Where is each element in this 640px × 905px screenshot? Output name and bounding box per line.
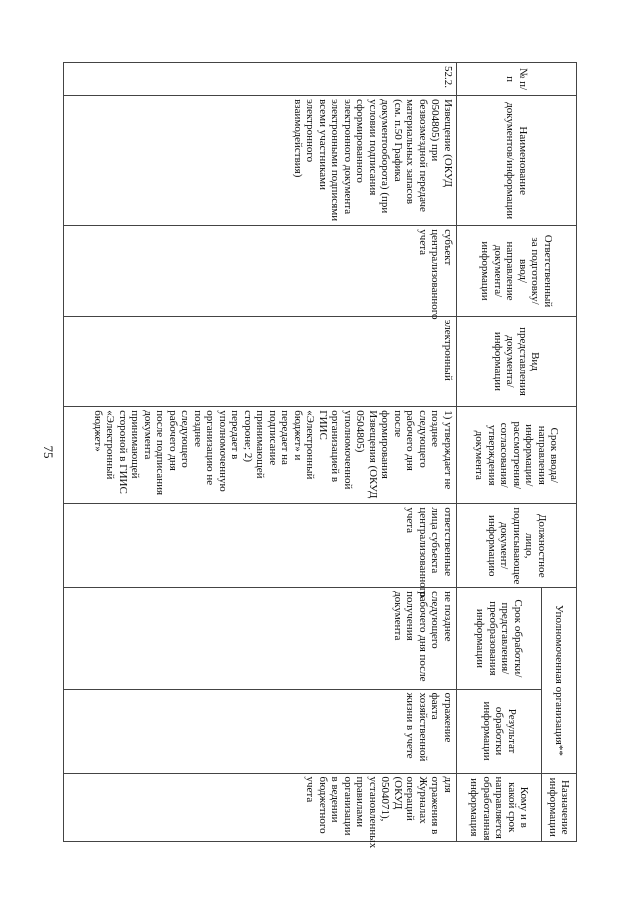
cell-name: Извещение (ОКУД 0504805) при безвозмездной передаче материальных запасов (см. п.50 Графика документооборота) (при условии подписания сформированного электронного документа электронными подписями всеми участниками электронного взаимодействия)	[64, 96, 457, 226]
page-number: 75	[41, 445, 56, 459]
header-org-result: Результат обработки информации	[457, 689, 542, 773]
header-official: Должностное лицо, подписывающее документ/ информацию	[457, 504, 577, 588]
cell-purpose: для отражения в Журналах операций (ОКУД 0504071), установленных правилами организации в ведении бюджетного учета	[64, 773, 457, 841]
cell-org-deadline: не позднее следующего рабочего дня после получения документа	[64, 588, 457, 690]
header-name: Наименование документов/информации	[457, 96, 577, 226]
cell-num: 52.2.	[64, 63, 457, 96]
header-form: Вид представления документа/ информации	[457, 316, 577, 406]
rotated-table-wrapper	[63, 62, 577, 849]
header-org-group: Уполномоченная организация**	[542, 588, 577, 773]
cell-deadline: 1) утверждает не позднее следующего рабочего дня после формирования Извещения (ОКУД 0504805) уполномоченной организацией в ГИИС «Электронный бюджет» и передает на подписание принимающей стороне; 2) передает в уполномоченную организацию не позднее следующего рабочего дня после подписания документа принимающей стороной в ГИИС «Электронный бюджет»	[64, 407, 457, 504]
header-purpose-whom: Кому и в какой срок направляется обработанная информация	[457, 773, 542, 841]
table-row	[64, 63, 457, 842]
header-org-deadline: Срок обработки/ представления/ преобразования информации	[457, 588, 542, 690]
cell-responsible: субъект централизованного учета	[64, 226, 457, 316]
cell-org-result: отражение факта хозяйственной жизни в учете	[64, 689, 457, 773]
document-flow-table	[63, 62, 577, 849]
cell-official: ответственные лица субъекта централизованного учета	[64, 504, 457, 588]
header-num: № п/п	[457, 63, 577, 96]
header-purpose-group: Назначение информации	[542, 773, 577, 841]
header-deadline: Срок ввода/ направления информации/ рассмотрения/ согласования/ утверждения документа	[457, 407, 577, 504]
header-responsible: Ответственный за подготовку/ ввод/ направление документа/ информации	[457, 226, 577, 316]
cell-form: электронный	[64, 316, 457, 406]
